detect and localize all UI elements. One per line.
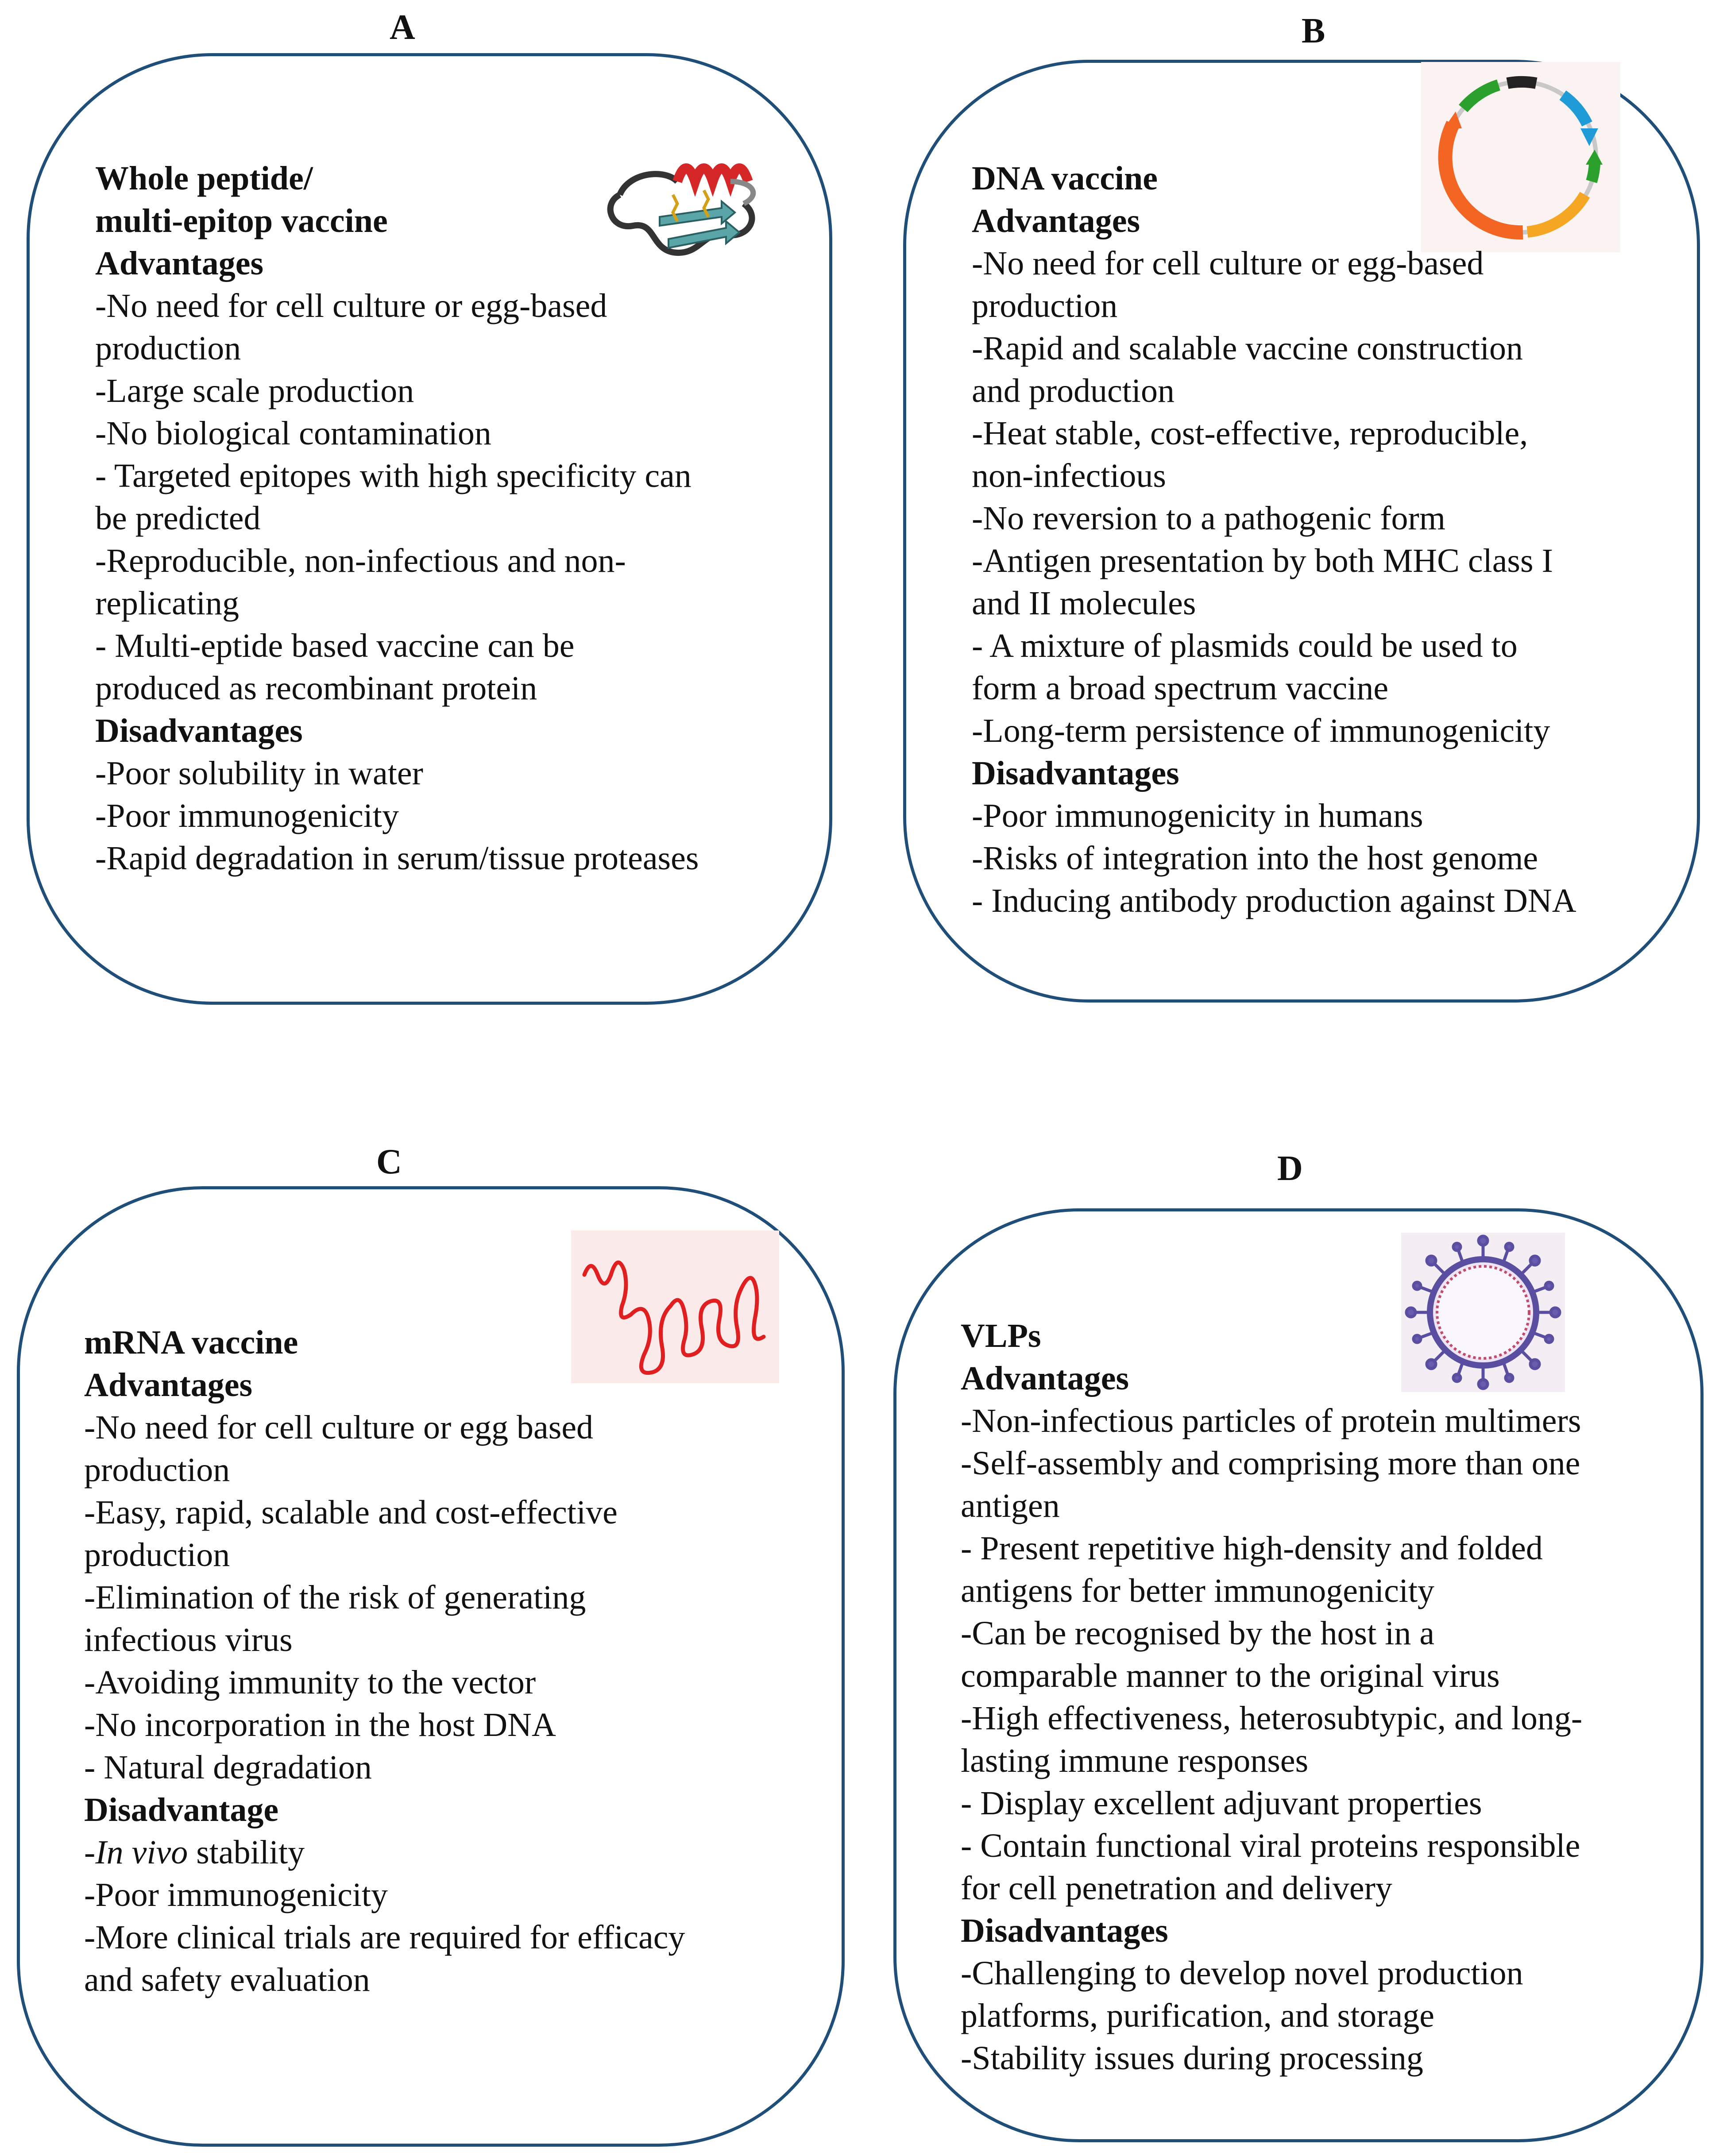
panel-b-disadvantage-line: -Poor immunogenicity in humans <box>972 797 1423 834</box>
panel-c-disadvantages-heading: Disadvantage <box>84 1791 279 1828</box>
panel-b-title: DNA vaccine <box>972 160 1158 197</box>
panel-d-advantage-line: - Display excellent adjuvant properties <box>961 1785 1482 1822</box>
panel-b-disadvantage-line: - Inducing antibody production against DNA <box>972 882 1576 919</box>
panel-d-disadvantage-line: platforms, purification, and storage <box>961 1997 1435 2034</box>
panel-b-advantage-line: - A mixture of plasmids could be used to <box>972 627 1518 664</box>
panel-a-advantage-line: replicating <box>95 585 239 622</box>
panel-a-advantage-line: -No need for cell culture or egg-based <box>95 287 607 324</box>
panel-c-disadvantage-line: -Poor immunogenicity <box>84 1876 388 1913</box>
panel-b-advantage-line: -Long-term persistence of immunogenicity <box>972 712 1550 749</box>
panel-c-disadvantage-line: -More clinical trials are required for efficacy <box>84 1919 685 1956</box>
panel-c-advantage-line: - Natural degradation <box>84 1749 372 1786</box>
panel-a-disadvantage-line: -Poor immunogenicity <box>95 797 399 834</box>
panel-d-advantages-heading: Advantages <box>961 1360 1129 1397</box>
panel-a-advantage-line: -Reproducible, non-infectious and non- <box>95 542 626 579</box>
panel-d-advantage-line: -Self-assembly and comprising more than one <box>961 1445 1580 1482</box>
panel-d-advantage-line: comparable manner to the original virus <box>961 1657 1500 1694</box>
panel-a-advantage-line: -Large scale production <box>95 372 414 409</box>
panel-a-disadvantage-line: -Poor solubility in water <box>95 755 423 792</box>
panel-a-title-line2: multi-epitop vaccine <box>95 202 388 239</box>
panel-b-advantage-line: -No need for cell culture or egg-based <box>972 245 1484 282</box>
panel-b-disadvantages-heading: Disadvantages <box>972 755 1179 792</box>
panel-c-advantages-heading: Advantages <box>84 1366 253 1404</box>
panel-c-advantage-line: production <box>84 1451 230 1489</box>
panel-a-advantage-line: production <box>95 330 241 367</box>
panel-d-advantage-line: - Present repetitive high-density and folded <box>961 1530 1543 1567</box>
panel-d-advantage-line: -Non-infectious particles of protein multimers <box>961 1402 1581 1439</box>
panel-d-advantage-line: for cell penetration and delivery <box>961 1870 1392 1907</box>
panel-d-disadvantage-line: -Challenging to develop novel production <box>961 1955 1523 1992</box>
panel-c-advantage-line: -No incorporation in the host DNA <box>84 1706 556 1743</box>
panel-b-advantage-line: -Antigen presentation by both MHC class I <box>972 542 1553 579</box>
panel-d-advantage-line: antigens for better immunogenicity <box>961 1572 1435 1609</box>
panel-a-advantage-line: - Targeted epitopes with high specificity can <box>95 457 692 494</box>
dash-prefix: - <box>84 1834 96 1871</box>
panel-b-content <box>972 157 1576 922</box>
panel-d-content <box>961 1315 1582 2079</box>
panel-d-advantage-line: -High effectiveness, heterosubtypic, and long- <box>961 1700 1583 1737</box>
panel-c-advantage-line: production <box>84 1536 230 1574</box>
panel-c-content <box>84 1321 685 2001</box>
panel-b-advantage-line: production <box>972 287 1118 324</box>
panel-c-advantage-line: -No need for cell culture or egg based <box>84 1409 594 1446</box>
panel-b-advantage-line: and II molecules <box>972 585 1196 622</box>
panel-a-advantage-line: - Multi-eptide based vaccine can be <box>95 627 575 664</box>
panel-d-title: VLPs <box>961 1317 1041 1354</box>
panel-b-advantage-line: form a broad spectrum vaccine <box>972 670 1389 707</box>
panel-letter-c: C <box>376 1142 402 1181</box>
panel-c-disadvantage-line-invivo <box>84 1831 685 1874</box>
panel-d-advantage-line: -Can be recognised by the host in a <box>961 1615 1435 1652</box>
panel-b-advantage-line: non-infectious <box>972 457 1167 494</box>
panel-d-disadvantages-heading: Disadvantages <box>961 1912 1168 1949</box>
panel-letter-b: B <box>1302 12 1325 50</box>
panel-letter-a: A <box>390 8 415 47</box>
panel-b-advantage-line: -Rapid and scalable vaccine construction <box>972 330 1523 367</box>
panel-c-advantage-line: -Easy, rapid, scalable and cost-effective <box>84 1494 618 1531</box>
panel-c-advantage-line: -Elimination of the risk of generating <box>84 1579 586 1616</box>
panel-d-advantage-line: antigen <box>961 1487 1060 1524</box>
in-vivo-italic: In vivo <box>95 1834 188 1871</box>
panel-b-advantages-heading: Advantages <box>972 202 1140 239</box>
panel-d-advantage-line: - Contain functional viral proteins responsible <box>961 1827 1580 1864</box>
panel-letter-d: D <box>1277 1149 1303 1188</box>
panel-a-advantage-line: produced as recombinant protein <box>95 670 537 707</box>
panel-a-content <box>95 157 699 879</box>
stability-text: stability <box>188 1834 305 1871</box>
panel-b-advantage-line: -Heat stable, cost-effective, reproducible, <box>972 415 1528 452</box>
panel-a-disadvantage-line: -Rapid degradation in serum/tissue proteases <box>95 840 699 877</box>
panel-b-disadvantage-line: -Risks of integration into the host genome <box>972 840 1538 877</box>
panel-d-disadvantage-line: -Stability issues during processing <box>961 2040 1423 2077</box>
panel-d-advantage-line: lasting immune responses <box>961 1742 1309 1779</box>
panel-a-title-line1: Whole peptide/ <box>95 160 313 197</box>
panel-b-advantage-line: -No reversion to a pathogenic form <box>972 500 1445 537</box>
panel-c-advantage-line: infectious virus <box>84 1621 293 1658</box>
panel-a-disadvantages-heading: Disadvantages <box>95 712 303 749</box>
panel-c-disadvantage-line: and safety evaluation <box>84 1961 370 1998</box>
panel-b-advantage-line: and production <box>972 372 1175 409</box>
panel-a-advantage-line: -No biological contamination <box>95 415 491 452</box>
panel-a-advantage-line: be predicted <box>95 500 261 537</box>
panel-c-title: mRNA vaccine <box>84 1324 298 1361</box>
panel-c-advantage-line: -Avoiding immunity to the vector <box>84 1664 536 1701</box>
panel-a-advantages-heading: Advantages <box>95 245 264 282</box>
